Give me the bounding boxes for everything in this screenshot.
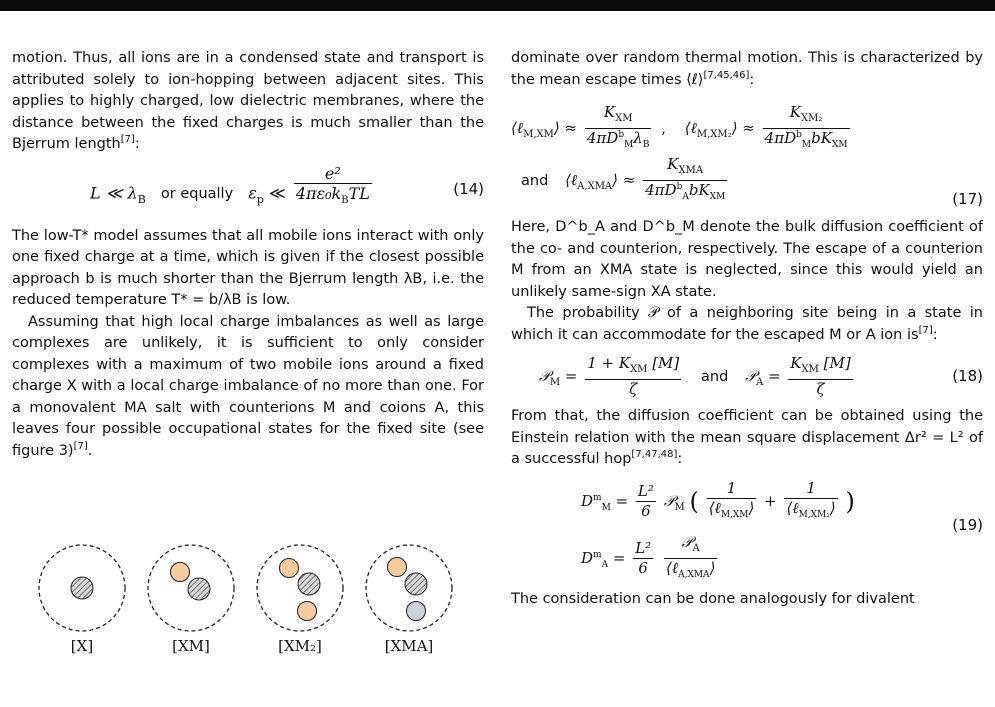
equation-14: L ≪ $\lambda_B$ or equally $\varepsilon_p$ ≪ $\frac{\text{e²}}{4\pi\varepsilon_0k_BTL}$ (14) bbox=[90, 163, 484, 206]
state-xm bbox=[148, 545, 234, 631]
paragraph: The low-T* model assumes that all mobile ions interact with only one fixed charge at a time, which is given if the closest possible approach b is much shorter than the Bjerrum length λB, i.e. the reduced temperature T* = b/λB is low. bbox=[12, 227, 484, 308]
citation: [7,47,48] bbox=[631, 449, 678, 461]
citation: [7,45,46] bbox=[703, 69, 750, 81]
left-column bbox=[12, 48, 484, 462]
paragraph: Here, D^b_A and D^b_M denote the bulk diffusion coefficient of the co- and counterion, respectively. The escape of a counterion M from an XMA state is neglected, since this would yield an unlikely same-sign XA state. bbox=[511, 219, 983, 300]
right-column bbox=[511, 48, 983, 610]
figure-label: [XM₂] bbox=[278, 637, 322, 655]
equation-number: (19) bbox=[952, 515, 983, 534]
paragraph: From that, the diffusion coefficient can be obtained using the Einstein relation with the mean square displacement Δr² = L² of a successful hop[7,47,48]: bbox=[511, 408, 983, 467]
header-bar bbox=[0, 0, 995, 11]
equation-19: $D^m_M$ = $\frac{\text{L²}}{6}$ 𝒫$_M$ ( $\frac{1}{⟨\ell_{M,XM}⟩}$ + $\frac{1}{⟨\ell_{M,XM_2}⟩}$ ) $D^m_A$ = $\frac{\text{L²}}{6}$ $\frac{𝒫_A}{⟨\ell_{A,XMA}⟩}$ (19) bbox=[581, 478, 983, 580]
paragraph: The probability 𝒫 of a neighboring site being in a state in which it can accommodate for the escaped M or A ion is[7]: bbox=[511, 305, 983, 343]
occupational-states-diagram bbox=[22, 540, 462, 635]
state-xm2 bbox=[257, 545, 343, 631]
state-x bbox=[39, 545, 125, 631]
citation: [7] bbox=[120, 134, 135, 146]
equation-17: ⟨ℓ$_{M,XM}$⟩ ≈ $\frac{K_{XM}}{4\pi D^b_M\lambda_B}$ , ⟨ℓ$_{M,XM_2}$⟩ ≈ $\frac{K_{XM_2}}{4\pi D^b_MbK_{XM}}$ and ⟨ℓ$_{A,XMA}$⟩ ≈ $\frac{K_{XMA}}{4\pi D^b_AbK_{XM}}$ (17) bbox=[511, 99, 983, 211]
figure-label: [XM] bbox=[172, 637, 210, 655]
citation: [7] bbox=[73, 440, 88, 452]
equation-number: (14) bbox=[453, 179, 484, 198]
figure-label: [XMA] bbox=[384, 637, 434, 655]
figure-label: [X] bbox=[70, 637, 94, 655]
equation-number: (18) bbox=[952, 367, 983, 385]
equation-18: 𝒫$_M$ = $\frac{1 + K_{XM} [M]}{\zeta}$ and 𝒫$_A$ = $\frac{K_{XM} [M]}{\zeta}$ (18) bbox=[539, 354, 983, 398]
paragraph: dominate over random thermal motion. This is characterized by the mean escape times ⟨ℓ⟩[7,45,46]: bbox=[511, 50, 983, 88]
paragraph: Assuming that high local charge imbalances as well as large complexes are unlikely, it is sufficient to only consider complexes with a maximum of two mobile ions around a fixed charge X with a local charge imbalance of no more than one. For a monovalent MA salt with counterions M and coions A, this leaves four possible occupational states for the fixed site (see figure 3)[7]. bbox=[12, 313, 484, 459]
state-xma bbox=[366, 545, 452, 631]
paragraph: The consideration can be done analogously for divalent bbox=[511, 590, 915, 607]
paragraph: motion. Thus, all ions are in a condensed state and transport is attributed solely to ion-hopping between adjacent sites. This applies to highly charged, low dielectric membranes, where the distance between the fixed charges is much smaller than the Bjerrum length[7]: bbox=[12, 50, 484, 152]
figure-3 bbox=[22, 540, 462, 665]
citation: [7] bbox=[918, 324, 933, 336]
equation-number: (17) bbox=[952, 190, 983, 208]
